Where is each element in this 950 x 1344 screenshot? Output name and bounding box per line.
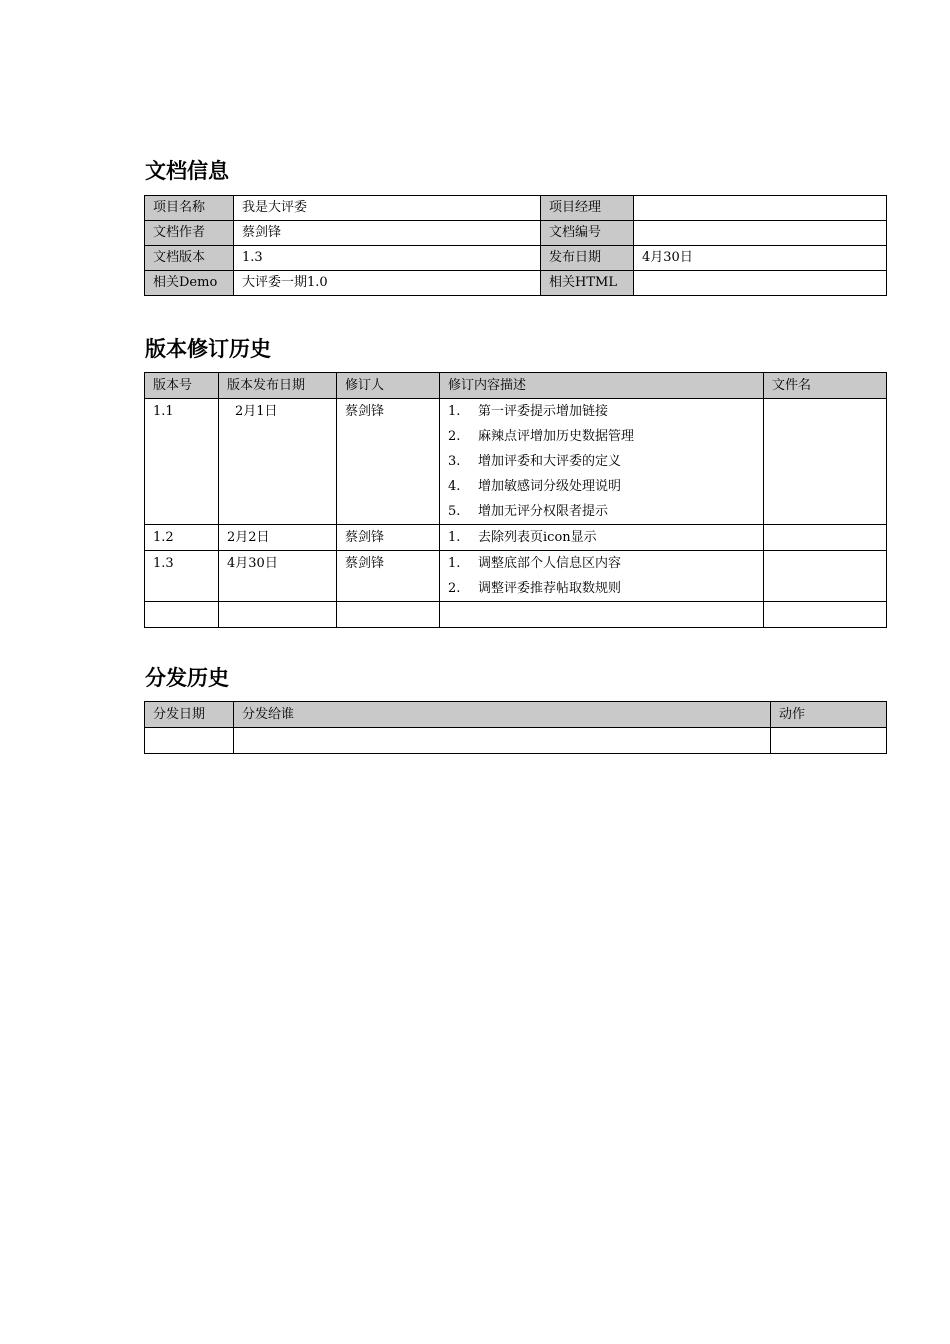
version-cell: 1.3 bbox=[145, 551, 219, 602]
file-cell bbox=[764, 399, 887, 525]
doc-info-label: 相关HTML bbox=[541, 271, 634, 296]
author-cell: 蔡剑锋 bbox=[337, 525, 440, 551]
date-cell: 2月1日 bbox=[219, 399, 337, 525]
list-item: 1. 调整底部个人信息区内容 bbox=[448, 556, 622, 571]
column-header: 分发日期 bbox=[145, 702, 234, 728]
distribution-history-title: 分发历史 bbox=[145, 666, 229, 690]
author-cell: 蔡剑锋 bbox=[337, 399, 440, 525]
doc-info-value: 1.3 bbox=[234, 246, 541, 271]
description-cell bbox=[440, 551, 764, 602]
file-cell bbox=[764, 525, 887, 551]
column-header: 动作 bbox=[771, 702, 887, 728]
author-cell: 蔡剑锋 bbox=[337, 551, 440, 602]
doc-info-label: 发布日期 bbox=[541, 246, 634, 271]
doc-info-title: 文档信息 bbox=[145, 159, 229, 183]
doc-info-value: 大评委一期1.0 bbox=[234, 271, 541, 296]
version-cell: 1.2 bbox=[145, 525, 219, 551]
doc-info-label: 相关Demo bbox=[145, 271, 234, 296]
column-header: 修订人 bbox=[337, 373, 440, 399]
list-item: 1. 第一评委提示增加链接 bbox=[448, 404, 609, 419]
description-list bbox=[448, 525, 755, 550]
doc-info-label: 项目经理 bbox=[541, 196, 634, 221]
description-list bbox=[448, 399, 755, 524]
column-header: 版本号 bbox=[145, 373, 219, 399]
description-cell bbox=[440, 525, 764, 551]
doc-info-row bbox=[145, 246, 887, 271]
revision-header-row bbox=[145, 373, 887, 399]
empty-cell bbox=[234, 728, 771, 754]
column-header: 版本发布日期 bbox=[219, 373, 337, 399]
description-list bbox=[448, 551, 755, 601]
empty-cell bbox=[145, 602, 219, 628]
doc-info-value bbox=[634, 271, 887, 296]
doc-info-row bbox=[145, 196, 887, 221]
doc-info-value bbox=[634, 221, 887, 246]
distribution-header-row bbox=[145, 702, 887, 728]
doc-info-label: 文档编号 bbox=[541, 221, 634, 246]
table-row bbox=[145, 551, 887, 602]
file-cell bbox=[764, 551, 887, 602]
doc-info-label: 文档作者 bbox=[145, 221, 234, 246]
doc-info-value: 我是大评委 bbox=[234, 196, 541, 221]
distribution-history-table bbox=[144, 701, 887, 754]
doc-info-row bbox=[145, 221, 887, 246]
empty-cell bbox=[440, 602, 764, 628]
doc-info-label: 文档版本 bbox=[145, 246, 234, 271]
doc-info-label: 项目名称 bbox=[145, 196, 234, 221]
column-header: 文件名 bbox=[764, 373, 887, 399]
list-item: 5. 增加无评分权限者提示 bbox=[448, 504, 609, 519]
list-item: 2. 调整评委推荐帖取数规则 bbox=[448, 581, 622, 596]
revision-history-title: 版本修订历史 bbox=[145, 337, 271, 361]
list-item: 4. 增加敏感词分级处理说明 bbox=[448, 479, 622, 494]
table-row bbox=[145, 525, 887, 551]
empty-cell bbox=[771, 728, 887, 754]
table-row bbox=[145, 602, 887, 628]
list-item: 2. 麻辣点评增加历史数据管理 bbox=[448, 429, 635, 444]
empty-cell bbox=[764, 602, 887, 628]
doc-info-table bbox=[144, 195, 887, 296]
list-item: 1. 去除列表页icon显示 bbox=[448, 530, 597, 545]
revision-history-table bbox=[144, 372, 887, 628]
column-header: 修订内容描述 bbox=[440, 373, 764, 399]
version-cell: 1.1 bbox=[145, 399, 219, 525]
table-row bbox=[145, 728, 887, 754]
empty-cell bbox=[219, 602, 337, 628]
empty-cell bbox=[337, 602, 440, 628]
description-cell bbox=[440, 399, 764, 525]
column-header: 分发给谁 bbox=[234, 702, 771, 728]
date-cell: 4月30日 bbox=[219, 551, 337, 602]
doc-info-value: 4月30日 bbox=[634, 246, 887, 271]
date-cell: 2月2日 bbox=[219, 525, 337, 551]
table-row bbox=[145, 399, 887, 525]
doc-info-value bbox=[634, 196, 887, 221]
doc-info-value: 蔡剑锋 bbox=[234, 221, 541, 246]
list-item: 3. 增加评委和大评委的定义 bbox=[448, 454, 622, 469]
doc-info-row bbox=[145, 271, 887, 296]
empty-cell bbox=[145, 728, 234, 754]
